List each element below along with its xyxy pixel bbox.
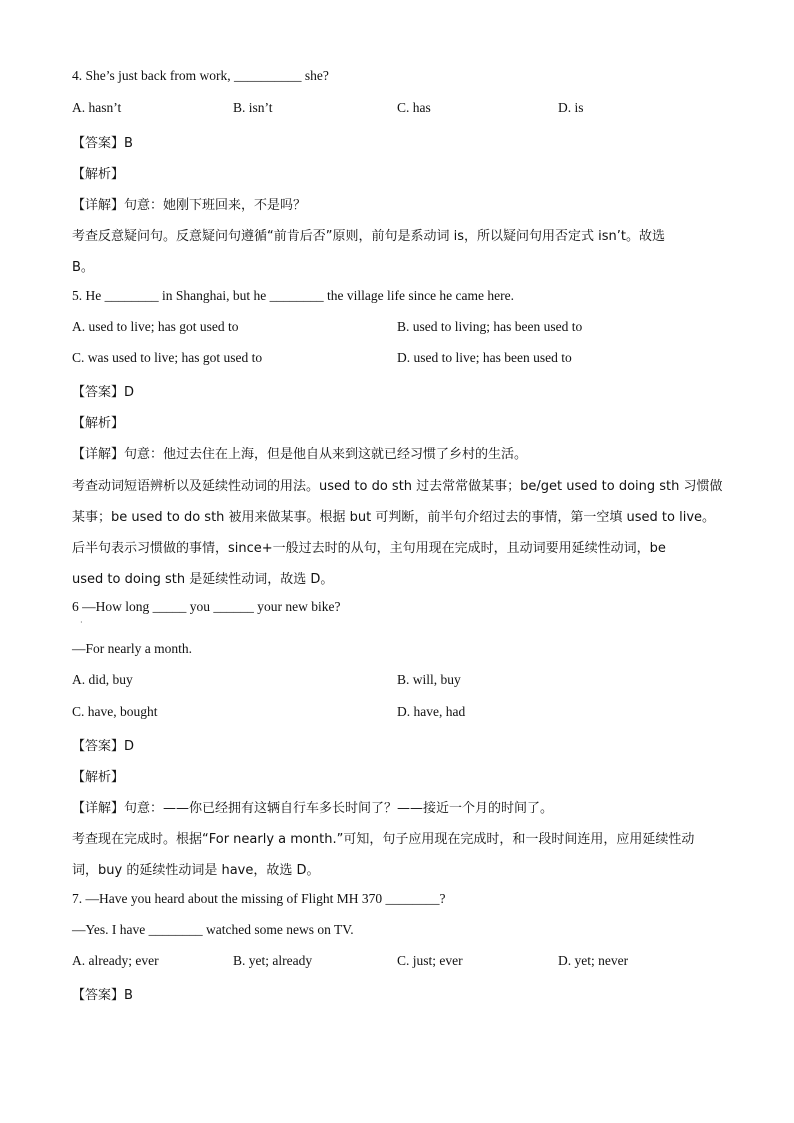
q6-explanation-line-1: 考查现在完成时。根据“For nearly a month.”可知，句子应用现在完成时，和一段时间连用，应用延续性动 — [72, 832, 695, 847]
q5-explanation-line-3: 后半句表示习惯做的事情，since+一般过去时的从句，主句用现在完成时，且动词要用延续性动词，be — [72, 541, 666, 556]
q4-analysis-heading: 【解析】 — [72, 167, 125, 182]
q6-option-c: C. have, bought — [72, 704, 158, 719]
q5-explanation-line-1: 考查动词短语辨析以及延续性动词的用法。used to do sth 过去常常做某事；be/get used to doing sth 习惯做 — [72, 479, 723, 494]
q6-detail: 【详解】句意：——你已经拥有这辆自行车多长时间了？——接近一个月的时间了。 — [72, 801, 554, 816]
q7-answer: 【答案】B — [72, 988, 133, 1003]
stray-mark: · — [80, 618, 83, 627]
q7-reply: —Yes. I have ________ watched some news on TV. — [72, 922, 354, 937]
q5-explanation-line-2: 某事；be used to do sth 被用来做某事。根据 but 可判断，前半句介绍过去的事情，第一空填 used to live。 — [72, 510, 716, 525]
q4-stem: 4. She’s just back from work, __________ she? — [72, 68, 329, 83]
q7-option-a: A. already; ever — [72, 953, 159, 968]
q5-stem: 5. He ________ in Shanghai, but he ________ the village life since he came here. — [72, 288, 515, 303]
q4-explanation-line-1: 考查反意疑问句。反意疑问句遵循“前肯后否”原则，前句是系动词 is，所以疑问句用否定式 isn’t。故选 — [72, 229, 665, 244]
q4-option-b: B. isn’t — [233, 100, 273, 115]
q6-explanation-line-2: 词，buy 的延续性动词是 have，故选 D。 — [72, 863, 320, 878]
q6-option-a: A. did, buy — [72, 672, 133, 687]
q4-explanation-line-2: B。 — [72, 260, 94, 275]
q7-option-b: B. yet; already — [233, 953, 313, 968]
q5-analysis-heading: 【解析】 — [72, 416, 125, 431]
q6-reply: —For nearly a month. — [72, 641, 192, 656]
q4-answer: 【答案】B — [72, 136, 133, 151]
q7-stem: 7. —Have you heard about the missing of Flight MH 370 ________? — [72, 891, 446, 906]
q5-option-d: D. used to live; has been used to — [397, 350, 572, 365]
q4-option-a: A. hasn’t — [72, 100, 122, 115]
q5-option-a: A. used to live; has got used to — [72, 319, 239, 334]
q7-option-c: C. just; ever — [397, 953, 463, 968]
q4-detail: 【详解】句意：她刚下班回来，不是吗？ — [72, 198, 307, 213]
q4-option-d: D. is — [558, 100, 584, 115]
q7-option-d: D. yet; never — [558, 953, 629, 968]
q5-answer: 【答案】D — [72, 385, 135, 400]
q5-detail: 【详解】句意：他过去住在上海，但是他自从来到这就已经习惯了乡村的生活。 — [72, 447, 528, 462]
q6-answer: 【答案】D — [72, 739, 135, 754]
q5-option-c: C. was used to live; has got used to — [72, 350, 263, 365]
q6-option-b: B. will, buy — [397, 672, 461, 687]
q6-option-d: D. have, had — [397, 704, 466, 719]
q6-stem: 6 —How long _____ you ______ your new bike? — [72, 599, 341, 614]
q6-analysis-heading: 【解析】 — [72, 770, 125, 785]
q5-option-b: B. used to living; has been used to — [397, 319, 583, 334]
q5-explanation-line-4: used to doing sth 是延续性动词，故选 D。 — [72, 572, 334, 587]
q4-option-c: C. has — [397, 100, 431, 115]
